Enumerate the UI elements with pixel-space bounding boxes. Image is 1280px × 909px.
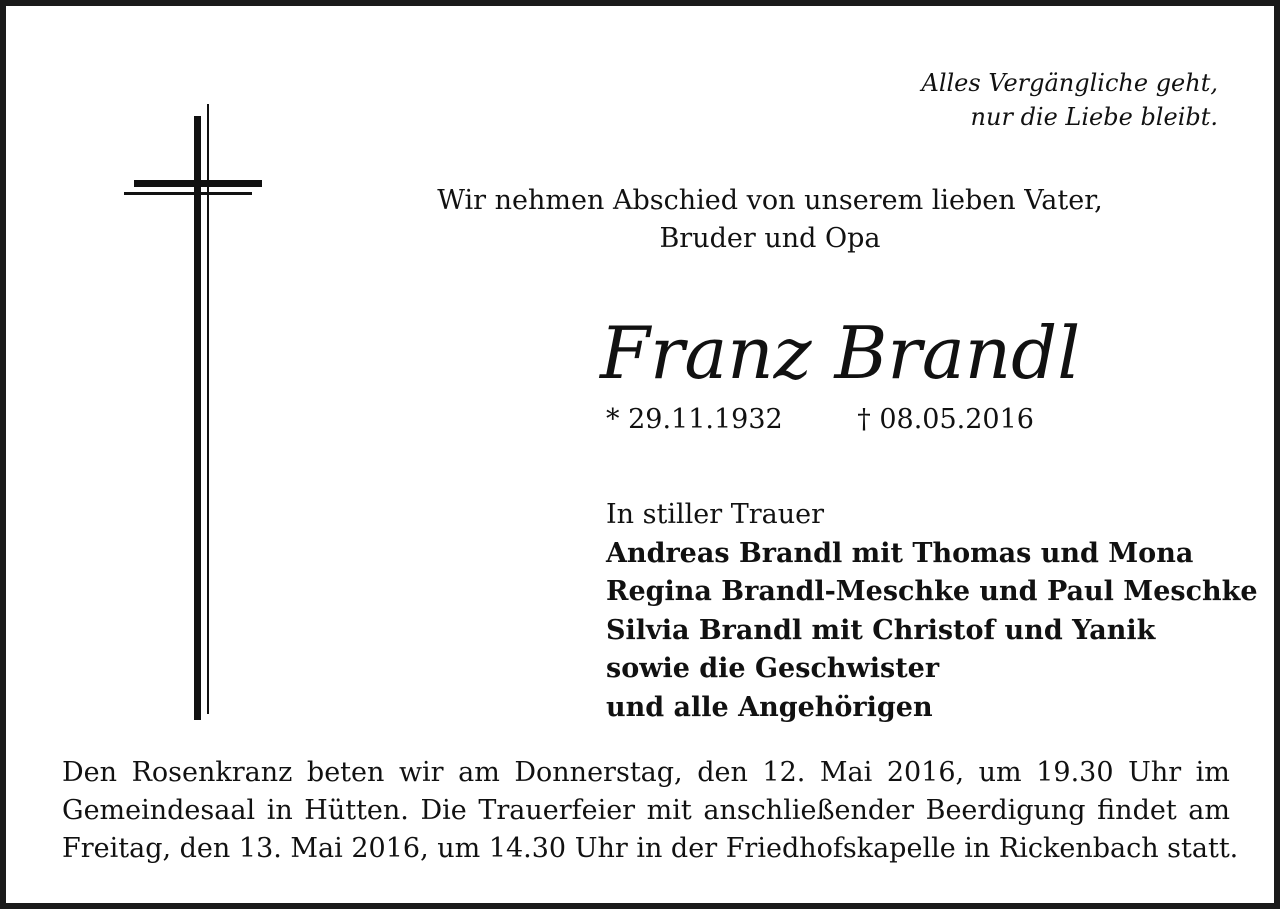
motto-line-1: Alles Vergängliche geht,	[921, 69, 1218, 97]
life-dates	[606, 402, 1034, 438]
service-word: den	[697, 757, 748, 788]
service-word: anschließender	[703, 795, 915, 826]
farewell-intro	[436, 182, 1104, 258]
mourner-name: sowie die Geschwister	[606, 653, 940, 684]
service-details	[62, 754, 1239, 868]
service-word: Den	[62, 757, 118, 788]
mourning-heading: In stiller Trauer	[606, 499, 825, 530]
service-word: wir	[398, 757, 444, 788]
motto	[921, 66, 1218, 134]
service-word: findet	[1097, 795, 1177, 826]
service-line	[62, 792, 1230, 830]
intro-line-1: Wir nehmen Abschied von unserem lieben Vater,	[437, 185, 1103, 216]
service-word: 19.30	[1036, 757, 1114, 788]
mourners-block	[606, 496, 1258, 727]
service-word: beten	[306, 757, 385, 788]
service-word: Die	[420, 795, 467, 826]
service-line: Freitag, den 13. Mai 2016, um 14.30 Uhr in der Friedhofskapelle in Rickenbach statt.	[62, 833, 1239, 864]
deceased-name: Franz Brandl	[600, 311, 1081, 395]
service-line	[62, 754, 1230, 792]
birth-date: * 29.11.1932	[606, 404, 783, 435]
cross-horizontal-line	[124, 192, 252, 195]
service-word: im	[1195, 757, 1230, 788]
service-word: Rosenkranz	[131, 757, 293, 788]
service-word: Uhr	[1128, 757, 1182, 788]
service-word: am	[458, 757, 500, 788]
service-word: Beerdigung	[925, 795, 1086, 826]
service-word: Donnerstag,	[514, 757, 683, 788]
mourner-name: und alle Angehörigen	[606, 691, 933, 723]
service-word: Hütten.	[304, 795, 409, 826]
cross-vertical-bar	[194, 116, 201, 720]
cross-vertical-line	[207, 104, 209, 714]
cross-icon	[6, 6, 306, 736]
service-word: Gemeindesaal	[62, 795, 256, 826]
mourner-name: Regina Brandl-Meschke und Paul Meschke	[606, 576, 1258, 607]
service-word: Trauerfeier	[478, 795, 636, 826]
service-word: mit	[646, 795, 692, 826]
service-word: in	[266, 795, 293, 826]
mourner-name: Silvia Brandl mit Christof und Yanik	[606, 614, 1156, 646]
service-word: Mai	[819, 757, 873, 788]
service-word: 2016,	[886, 757, 965, 788]
mourner-name: Andreas Brandl mit Thomas und Mona	[606, 537, 1194, 569]
motto-line-2: nur die Liebe bleibt.	[970, 103, 1218, 131]
intro-line-2: Bruder und Opa	[659, 223, 881, 254]
cross-horizontal-bar	[134, 180, 262, 187]
service-word: um	[978, 757, 1022, 788]
death-date: † 08.05.2016	[857, 404, 1034, 435]
service-word: am	[1188, 795, 1230, 826]
service-word: 12.	[762, 757, 806, 788]
